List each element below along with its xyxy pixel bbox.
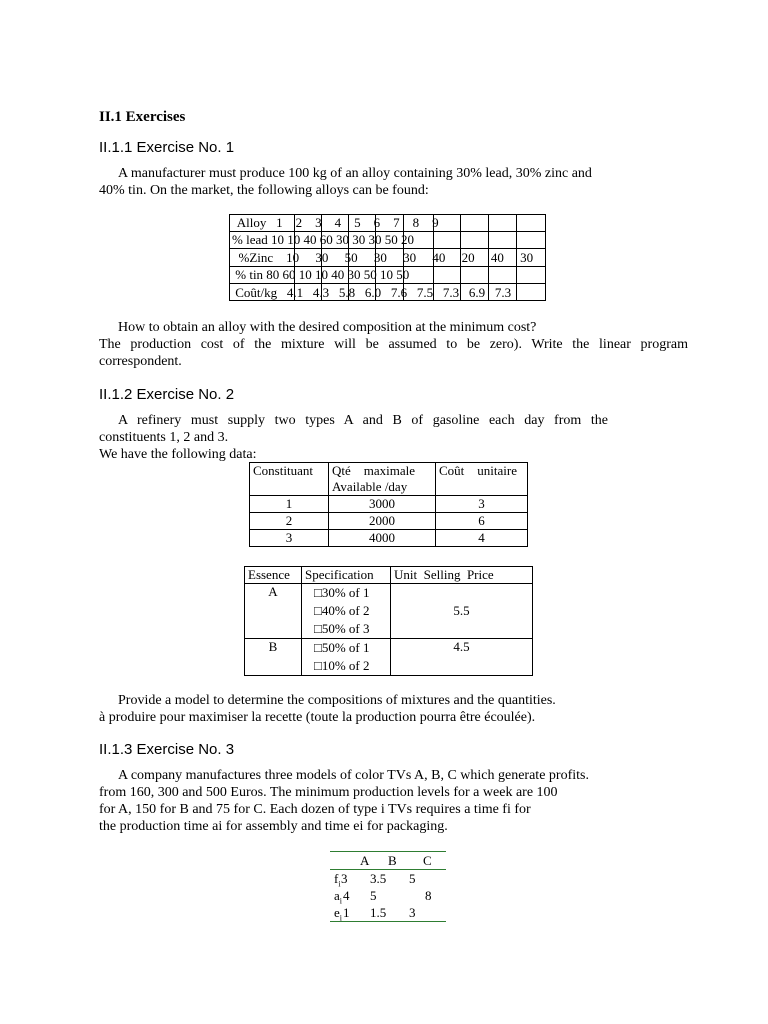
table-cell: 5 [409, 871, 416, 886]
exercise-1-question-line-2: The production cost of the mixture will be assumed to be zero). Write the linear program [99, 337, 688, 352]
alloy-row-lead: % lead 10 10 40 60 30 30 30 50 20 [232, 232, 414, 247]
times-header-b: B [388, 853, 397, 868]
alloy-table [229, 214, 569, 304]
constituent-header-name: Constituant [250, 463, 329, 496]
exercise-2-intro-line-3: We have the following data: [99, 447, 257, 462]
table-cell: 1.5 [370, 905, 387, 920]
table-cell: 3.5 [370, 871, 387, 886]
constituent-header-max-line-2: Available /day [332, 479, 408, 494]
table-cell: 2000 [329, 513, 436, 530]
table-cell: 3 [436, 496, 528, 513]
table-cell: 1 [250, 496, 329, 513]
times-row-e-label [334, 905, 342, 923]
spec-item: □50% of 1 [314, 640, 370, 655]
exercise-3-heading: II.1.3 Exercise No. 3 [99, 741, 235, 758]
row-label: f [334, 871, 339, 886]
spec-item: □10% of 2 [314, 658, 370, 673]
times-header-c: C [423, 853, 432, 868]
table-cell: 5 [370, 888, 377, 903]
table-cell: 1 [343, 905, 350, 920]
alloy-row-zinc: %Zinc 10 30 50 30 30 40 20 40 30 [232, 250, 534, 265]
exercise-1-intro-line-1: A manufacturer must produce 100 kg of an alloy containing 30% lead, 30% zinc and [118, 166, 592, 181]
row-label-subscript: i [339, 913, 343, 923]
spec-header-specification: Specification [302, 567, 391, 584]
spec-item: □50% of 3 [314, 621, 370, 636]
table-cell: 2 [250, 513, 329, 530]
table-row [250, 513, 528, 530]
times-table [330, 851, 448, 923]
row-label-subscript: i [338, 879, 341, 889]
gasoline-spec-table [244, 566, 533, 676]
table-cell: 4 [436, 530, 528, 547]
spec-item: □40% of 2 [314, 603, 370, 618]
spec-row-a-label: A [245, 584, 302, 639]
spec-row-a-price: 5.5 [391, 584, 533, 639]
table-row [250, 530, 528, 547]
table-cell: 4000 [329, 530, 436, 547]
table-cell: 6 [436, 513, 528, 530]
exercise-2-intro-line-1: A refinery must supply two types A and B of gasoline each day from the [118, 413, 608, 428]
exercise-1-intro-line-2: 40% tin. On the market, the following alloys can be found: [99, 183, 429, 198]
times-row-a-label [334, 888, 342, 906]
spec-item: □30% of 1 [314, 585, 370, 600]
table-row [245, 584, 533, 639]
exercise-1-question-line-3: correspondent. [99, 354, 182, 369]
table-cell: 3 [409, 905, 416, 920]
table-cell: 4 [343, 888, 350, 903]
exercise-3-line-1: A company manufactures three models of color TVs A, B, C which generate profits. [118, 768, 589, 783]
table-cell: 3 [341, 871, 348, 886]
exercise-2-model-line-1: Provide a model to determine the compositions of mixtures and the quantities. [118, 693, 556, 708]
table-cell: 8 [425, 888, 432, 903]
exercise-2-intro-line-2: constituents 1, 2 and 3. [99, 430, 229, 445]
constituent-header-max-line-1: Qté maximale [332, 463, 416, 478]
spec-row-b-price: 4.5 [391, 639, 533, 676]
exercise-3-line-4: the production time ai for assembly and time ei for packaging. [99, 819, 448, 834]
section-title: II.1 Exercises [99, 109, 186, 125]
alloy-row-tin: % tin 80 60 10 10 40 30 50 10 50 [232, 267, 410, 282]
exercise-1-heading: II.1.1 Exercise No. 1 [99, 139, 235, 156]
spec-row-b-label: B [245, 639, 302, 676]
exercise-2-model-line-2: à produire pour maximiser la recette (toute la production pourra être écoulée). [99, 710, 536, 725]
exercise-3-line-3: for A, 150 for B and 75 for C. Each dozen of type i TVs requires a time fi for [99, 802, 531, 817]
spec-row-a-specs [302, 584, 391, 639]
row-label: a [334, 888, 340, 903]
exercise-2-heading: II.1.2 Exercise No. 2 [99, 386, 235, 403]
times-row-f-label [334, 871, 341, 889]
alloy-row-header: Alloy 1 2 3 4 5 6 7 8 9 [231, 215, 439, 230]
spec-header-price: Unit Selling Price [391, 567, 533, 584]
exercise-3-line-2: from 160, 300 and 500 Euros. The minimum production levels for a week are 100 [99, 785, 558, 800]
exercise-1-question-line-1: How to obtain an alloy with the desired composition at the minimum cost? [118, 320, 537, 335]
constituent-header-max [329, 463, 436, 496]
spec-row-b-specs [302, 639, 391, 676]
times-header-a: A [360, 853, 370, 868]
table-cell: 3000 [329, 496, 436, 513]
row-label-subscript: i [339, 896, 343, 906]
constituent-header-cost: Coût unitaire [436, 463, 528, 496]
constituent-table [249, 462, 528, 547]
row-label: e [334, 905, 340, 920]
table-row [250, 496, 528, 513]
table-cell: 3 [250, 530, 329, 547]
alloy-row-cost: Coût/kg 4.1 4.3 5.8 6.0 7.6 7.5 7.3 6.9 7.3 [232, 285, 512, 300]
spec-header-essence: Essence [245, 567, 302, 584]
table-row [245, 639, 533, 676]
